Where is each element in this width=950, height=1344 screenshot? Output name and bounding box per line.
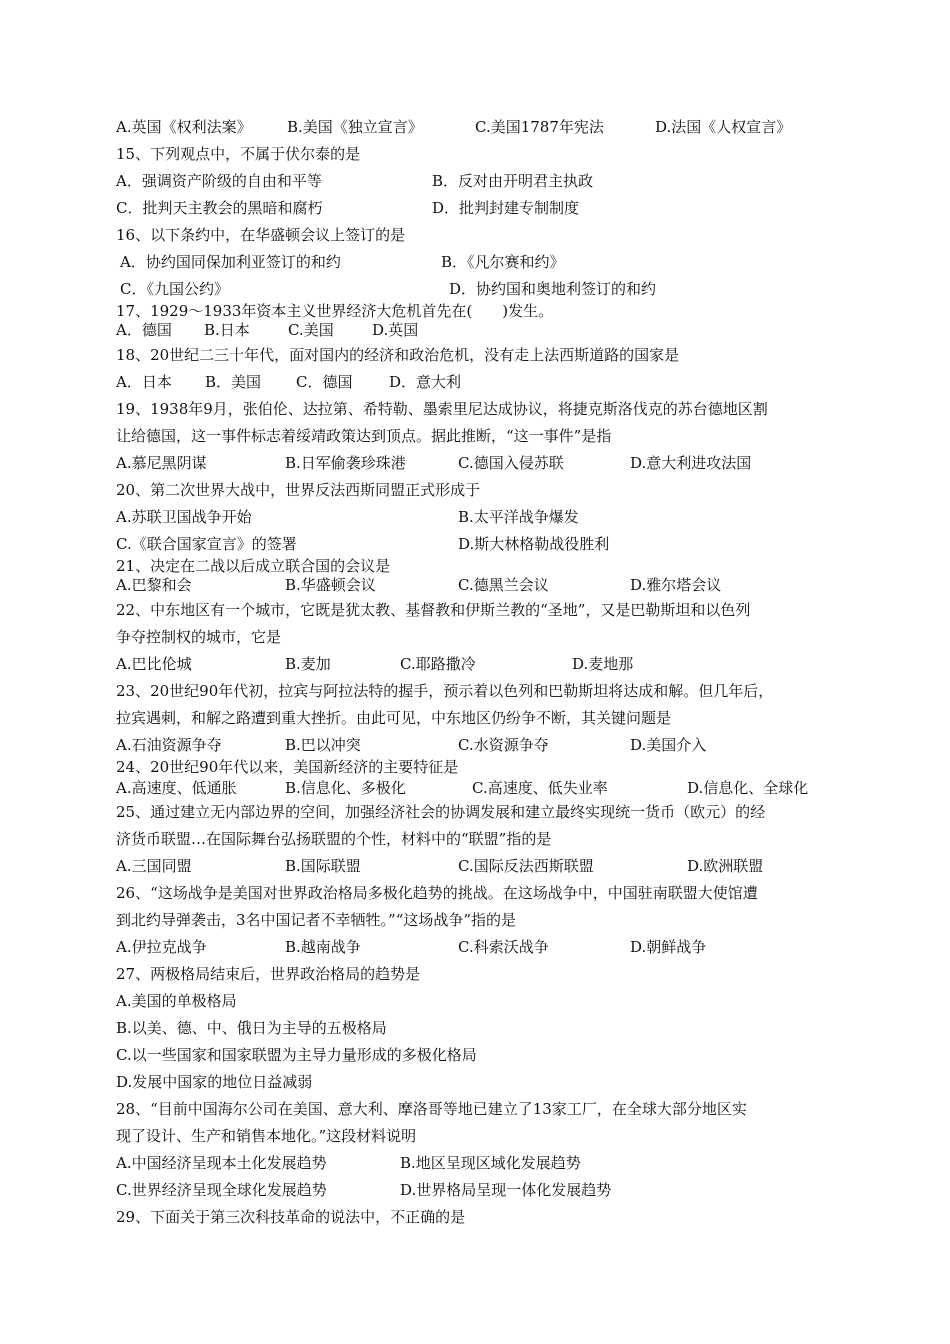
q19-stem-line1: 19、1938年9月，张伯伦、达拉第、希特勒、墨索里尼达成协议，将捷克斯洛伐克的苏台德地区割 bbox=[116, 400, 768, 418]
q17-option-a: A．德国 bbox=[116, 321, 172, 339]
q22-option-a: A.巴比伦城 bbox=[116, 655, 192, 673]
q20-option-c: C.《联合国家宣言》的签署 bbox=[116, 535, 297, 553]
q17-option-b: B.日本 bbox=[204, 321, 250, 339]
q26-option-c: C.科索沃战争 bbox=[458, 938, 549, 956]
q17-stem: 17、1929～1933年资本主义世界经济大危机首先在( )发生。 bbox=[116, 302, 554, 320]
q25-stem-line1: 25、通过建立无内部边界的空间，加强经济社会的协调发展和建立最终实现统一货币（欧元）的经 bbox=[116, 803, 766, 821]
q23-option-a: A.石油资源争夺 bbox=[116, 736, 222, 754]
q21-option-c: C.德黑兰会议 bbox=[458, 576, 549, 594]
q15-option-a: A．强调资产阶级的自由和平等 bbox=[116, 172, 322, 190]
q15-option-c: C．批判天主教会的黑暗和腐朽 bbox=[116, 199, 323, 217]
q24-option-c: C.高速度、低失业率 bbox=[472, 779, 608, 797]
q26-option-d: D.朝鲜战争 bbox=[630, 938, 707, 956]
q16-stem: 16、以下条约中，在华盛顿会议上签订的是 bbox=[116, 226, 406, 244]
q19-option-a: A.慕尼黑阴谋 bbox=[116, 454, 207, 472]
q28-option-a: A.中国经济呈现本土化发展趋势 bbox=[116, 1154, 327, 1172]
q27-stem: 27、两极格局结束后，世界政治格局的趋势是 bbox=[116, 965, 421, 983]
q28-option-b: B.地区呈现区域化发展趋势 bbox=[400, 1154, 581, 1172]
q18-option-a: A．日本 bbox=[116, 373, 172, 391]
q16-option-a: A．协约国同保加利亚签订的和约 bbox=[120, 253, 341, 271]
q22-stem-line2: 争夺控制权的城市，它是 bbox=[116, 628, 282, 646]
q21-option-d: D.雅尔塔会议 bbox=[630, 576, 722, 594]
q20-option-d: D.斯大林格勒战役胜利 bbox=[458, 535, 610, 553]
q23-stem-line2: 拉宾遇刺，和解之路遭到重大挫折。由此可见，中东地区仍纷争不断，其关键问题是 bbox=[116, 709, 672, 727]
q24-option-b: B.信息化、多极化 bbox=[285, 779, 406, 797]
q29-stem: 29、下面关于第三次科技革命的说法中，不正确的是 bbox=[116, 1208, 466, 1226]
q17-option-c: C.美国 bbox=[288, 321, 334, 339]
q28-option-c: C.世界经济呈现全球化发展趋势 bbox=[116, 1181, 327, 1199]
q19-option-c: C.德国入侵苏联 bbox=[458, 454, 564, 472]
q19-option-d: D.意大利进攻法国 bbox=[630, 454, 752, 472]
q25-option-a: A.三国同盟 bbox=[116, 857, 192, 875]
q14-option-d: D.法国《人权宣言》 bbox=[655, 118, 792, 136]
q14-option-a: A.英国《权利法案》 bbox=[116, 118, 252, 136]
q18-stem: 18、20世纪二三十年代，面对国内的经济和政治危机，没有走上法西斯道路的国家是 bbox=[116, 346, 680, 364]
q24-option-d: D.信息化、全球化 bbox=[687, 779, 809, 797]
q16-option-d: D．协约国和奥地利签订的和约 bbox=[449, 280, 657, 298]
q20-option-a: A.苏联卫国战争开始 bbox=[116, 508, 252, 526]
q27-option-b: B.以美、德、中、俄日为主导的五极格局 bbox=[116, 1019, 387, 1037]
q16-option-c: C．《九国公约》 bbox=[120, 280, 229, 298]
q28-stem-line1: 28、“目前中国海尔公司在美国、意大利、摩洛哥等地已建立了13家工厂，在全球大部分地区实 bbox=[116, 1100, 747, 1118]
q21-option-b: B.华盛顿会议 bbox=[285, 576, 376, 594]
q26-option-b: B.越南战争 bbox=[285, 938, 361, 956]
q17-option-d: D.英国 bbox=[372, 321, 419, 339]
q25-option-c: C.国际反法西斯联盟 bbox=[458, 857, 594, 875]
q22-stem-line1: 22、中东地区有一个城市，它既是犹太教、基督教和伊斯兰教的“圣地”，又是巴勒斯坦和以色列 bbox=[116, 601, 751, 619]
q25-option-d: D.欧洲联盟 bbox=[687, 857, 764, 875]
q19-option-b: B.日军偷袭珍珠港 bbox=[285, 454, 406, 472]
q22-option-c: C.耶路撒冷 bbox=[400, 655, 476, 673]
q15-option-d: D．批判封建专制制度 bbox=[432, 199, 580, 217]
q15-stem: 15、下列观点中，不属于伏尔泰的是 bbox=[116, 145, 361, 163]
q20-stem: 20、第二次世界大战中，世界反法西斯同盟正式形成于 bbox=[116, 481, 481, 499]
q18-option-d: D．意大利 bbox=[389, 373, 462, 391]
q21-option-a: A.巴黎和会 bbox=[116, 576, 192, 594]
q25-option-b: B.国际联盟 bbox=[285, 857, 361, 875]
q18-option-c: C．德国 bbox=[296, 373, 353, 391]
q23-stem-line1: 23、20世纪90年代初，拉宾与阿拉法特的握手，预示着以色列和巴勒斯坦将达成和解。但几年后， bbox=[116, 682, 774, 700]
q28-option-d: D.世界格局呈现一体化发展趋势 bbox=[400, 1181, 612, 1199]
q16-option-b: B．《凡尔赛和约》 bbox=[441, 253, 565, 271]
q25-stem-line2: 济货币联盟…在国际舞台弘扬联盟的个性，材料中的“联盟”指的是 bbox=[116, 830, 552, 848]
q27-option-d: D.发展中国家的地位日益减弱 bbox=[116, 1073, 313, 1091]
q26-stem-line1: 26、“这场战争是美国对世界政治格局多极化趋势的挑战。在这场战争中，中国驻南联盟大使馆遭 bbox=[116, 884, 758, 902]
q22-option-d: D.麦地那 bbox=[572, 655, 634, 673]
q24-stem: 24、20世纪90年代以来，美国新经济的主要特征是 bbox=[116, 758, 459, 776]
q21-stem: 21、决定在二战以后成立联合国的会议是 bbox=[116, 557, 391, 575]
q26-option-a: A.伊拉克战争 bbox=[116, 938, 207, 956]
q14-option-b: B.美国《独立宣言》 bbox=[287, 118, 423, 136]
q26-stem-line2: 到北约导弹袭击，3名中国记者不幸牺牲。”“这场战争”指的是 bbox=[116, 911, 517, 929]
q27-option-c: C.以一些国家和国家联盟为主导力量形成的多极化格局 bbox=[116, 1046, 477, 1064]
q14-option-c: C.美国1787年宪法 bbox=[475, 118, 604, 136]
q23-option-b: B.巴以冲突 bbox=[285, 736, 361, 754]
q23-option-d: D.美国介入 bbox=[630, 736, 707, 754]
q28-stem-line2: 现了设计、生产和销售本地化。”这段材料说明 bbox=[116, 1127, 417, 1145]
q20-option-b: B.太平洋战争爆发 bbox=[458, 508, 579, 526]
q19-stem-line2: 让给德国，这一事件标志着绥靖政策达到顶点。据此推断，“这一事件”是指 bbox=[116, 427, 612, 445]
q22-option-b: B.麦加 bbox=[285, 655, 331, 673]
q24-option-a: A.高速度、低通胀 bbox=[116, 779, 237, 797]
q15-option-b: B．反对由开明君主执政 bbox=[432, 172, 594, 190]
q18-option-b: B．美国 bbox=[205, 373, 262, 391]
q23-option-c: C.水资源争夺 bbox=[458, 736, 549, 754]
q27-option-a: A.美国的单极格局 bbox=[116, 992, 237, 1010]
